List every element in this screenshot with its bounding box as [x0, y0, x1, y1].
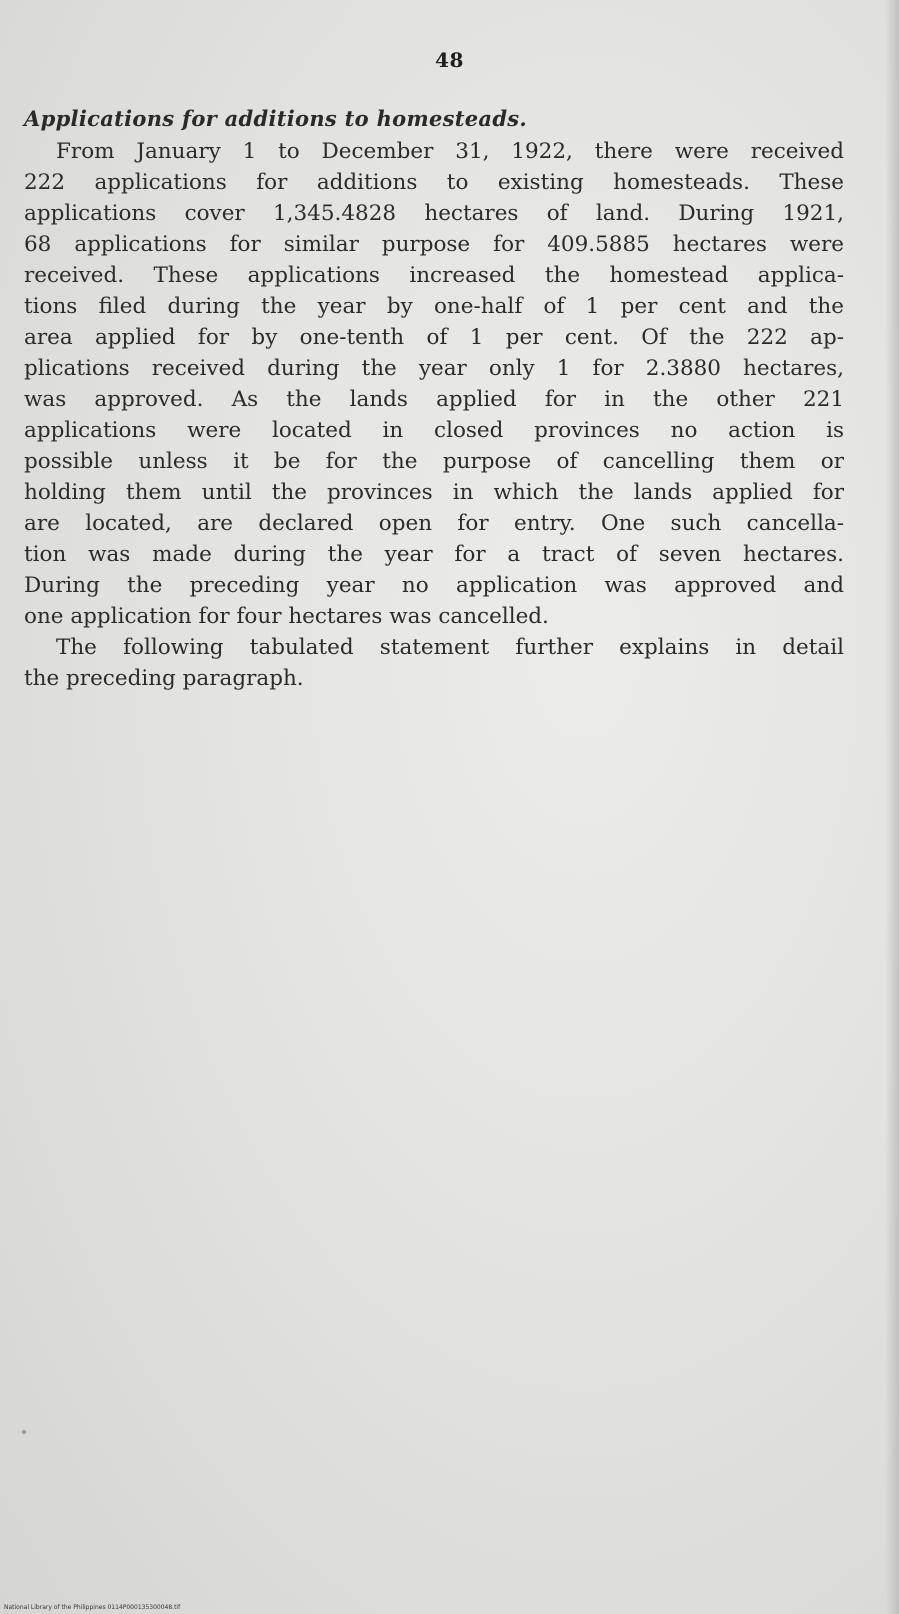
paragraph-line: was approved. As the lands applied for in the other 221: [24, 387, 844, 412]
page-edge-shadow: [885, 0, 899, 1614]
page-number: 48: [435, 48, 464, 72]
paragraph-line: area applied for by one-tenth of 1 per cent. Of the 222 ap-: [24, 325, 844, 350]
paragraph-line: applications cover 1,345.4828 hectares of land. During 1921,: [24, 201, 844, 226]
paper-speck: [22, 1430, 26, 1434]
section-heading: Applications for additions to homesteads.: [24, 106, 528, 131]
scan-footer: National Library of the Philippines 0114P000135300048.tif: [4, 1604, 181, 1611]
paragraph-line: tions filed during the year by one-half of 1 per cent and the: [24, 294, 844, 319]
paragraph-line: applications were located in closed provinces no action is: [24, 418, 844, 443]
paragraph-line: 68 applications for similar purpose for 409.5885 hectares were: [24, 232, 844, 257]
paragraph-line: From January 1 to December 31, 1922, there were received: [56, 139, 844, 164]
paragraph-line: are located, are declared open for entry. One such cancella-: [24, 511, 844, 536]
paragraph-line: one application for four hectares was cancelled.: [24, 604, 549, 629]
paragraph-line: The following tabulated statement further explains in detail: [56, 635, 844, 660]
paragraph-line: tion was made during the year for a tract of seven hectares.: [24, 542, 844, 567]
paragraph-line: During the preceding year no application was approved and: [24, 573, 844, 598]
paragraph-line: possible unless it be for the purpose of cancelling them or: [24, 449, 844, 474]
paragraph-line: received. These applications increased the homestead applica-: [24, 263, 844, 288]
paragraph-line: plications received during the year only 1 for 2.3880 hectares,: [24, 356, 844, 381]
paragraph-line: holding them until the provinces in which the lands applied for: [24, 480, 844, 505]
paragraph-line: the preceding paragraph.: [24, 666, 304, 691]
paragraph-line: 222 applications for additions to existing homesteads. These: [24, 170, 844, 195]
